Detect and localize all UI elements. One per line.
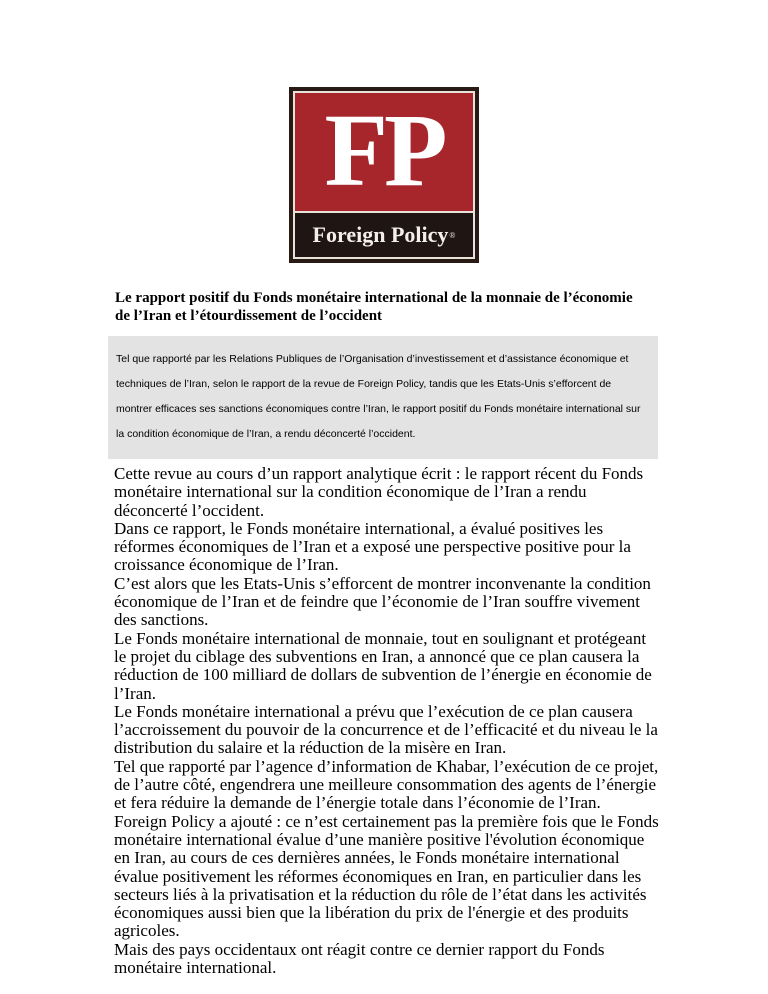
paragraph: Le Fonds monétaire international a prévu que l’exécution de ce plan causera l’accroissement du pouvoir de la concurrence et de l’efficacité et du niveau le la distribution du salaire et la réduction de la misère en Iran. xyxy=(114,701,658,758)
paragraph: Le Fonds monétaire international de monnaie, tout en soulignant et protégeant le projet du ciblage des subventions en Iran, a annoncé que ce plan causera la réduction de 100 milliard de dollars de subvention de l’énergie en économie de l’Iran. xyxy=(114,628,652,703)
logo-red-panel xyxy=(293,91,475,259)
logo-letters: FP xyxy=(324,93,444,208)
paragraph: Mais des pays occidentaux ont réagit contre ce dernier rapport du Fonds monétaire international. xyxy=(114,939,605,978)
logo-name: Foreign Policy xyxy=(312,222,449,247)
abstract-text: Tel que rapporté par les Relations Publiques de l’Organisation d’investissement et d’assistance économique et techniques de l’Iran, selon le rapport de la revue de Foreign Policy, tandis que les Etats-Unis s’efforcent de montrer efficaces ses sanctions économiques contre l’Iran, le rapport positif du Fonds monétaire international sur la condition économique de l’Iran, a rendu déconcerté l’occident. xyxy=(116,353,641,440)
paragraph: Dans ce rapport, le Fonds monétaire international, a évalué positives les réformes économiques de l’Iran et a exposé une perspective positive pour la croissance économique de l’Iran. xyxy=(114,518,631,575)
article-body xyxy=(114,465,659,977)
paragraph: Tel que rapporté par l’agence d’information de Khabar, l’exécution de ce projet, de l’autre côté, engendrera une meilleure consommation des agents de l’énergie et fera réduire la demande de l’énergie totale dans l’économie de l’Iran. xyxy=(114,756,659,813)
logo-name-band xyxy=(295,211,473,257)
registered-mark: ® xyxy=(449,230,456,240)
paragraph: C’est alors que les Etats-Unis s’efforcent de montrer inconvenante la condition économique de l’Iran et de feindre que l’économie de l’Iran souffre vivement des sanctions. xyxy=(114,573,651,630)
paragraph: Cette revue au cours d’un rapport analytique écrit : le rapport récent du Fonds monétaire international sur la condition économique de l’Iran a rendu déconcerté l’occident. xyxy=(114,464,644,520)
foreign-policy-logo xyxy=(289,87,479,263)
abstract-box xyxy=(108,336,658,459)
paragraph: Foreign Policy a ajouté : ce n’est certainement pas la première fois que le Fonds monétaire international évalue d’une manière positive l'évolution économique en Iran, au cours de ces dernières années, le Fonds monétaire international évalue positivement les réformes économiques en Iran, en particulier dans les secteurs liés à la privatisation et la réduction du rôle de l’état dans les activités économiques aussi bien que la libération du prix de l'énergie et des produits agricoles. xyxy=(114,811,659,941)
article-title: Le rapport positif du Fonds monétaire international de la monnaie de l’économie de l’Iran et l’étourdissement de l’occident xyxy=(115,290,633,324)
